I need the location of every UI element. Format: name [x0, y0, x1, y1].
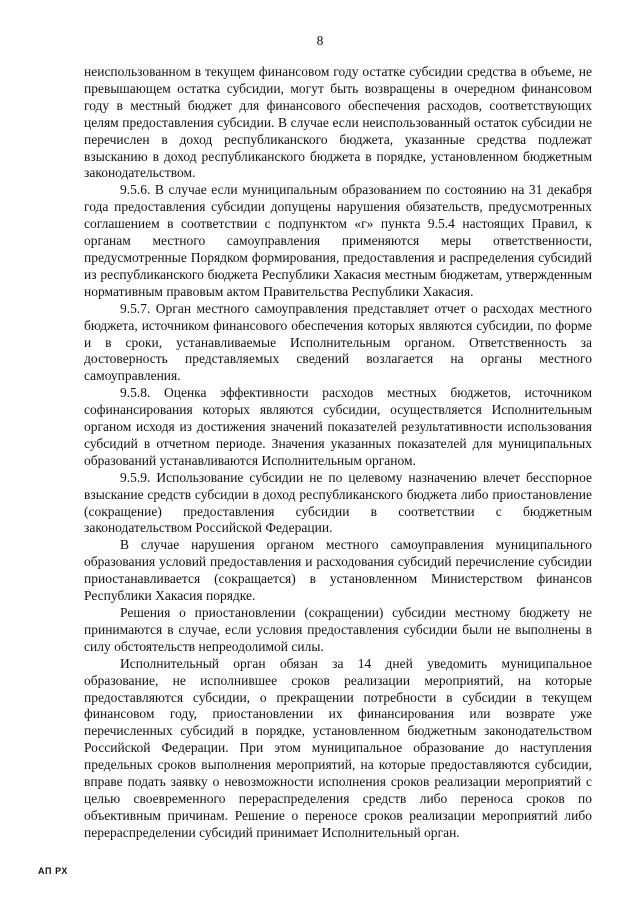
paragraph-suspension-decisions: Решения о приостановлении (сокращении) субсидии местному бюджету не принимаются в случае, если условия предоставления субсидии были не выполнены в силу обстоятельств непреодолимой силы.	[84, 605, 592, 654]
paragraph-executive-body-notice: Исполнительный орган обязан за 14 дней уведомить муниципальное образование, не исполнившее сроков реализации мероприятий, на которые предоставляются субсидии, о прекращении потребности в субсидии в текущем финансовом году, приостановлении их финансирования или возврате уже перечисленных субсидий в порядке, установленном бюджетным законодательством Российской Федерации. При этом муниципальное образование до наступления предельных сроков выполнения мероприятий, на которые предоставляются субсидии, вправе подать заявку о невозможности исполнения сроков реализации мероприятий с целью своевременного перераспределения средств либо переноса сроков по объективным причинам. Решение о переносе сроков реализации мероприятий либо перераспределении субсидий принимает Исполнительный орган.	[84, 655, 592, 840]
paragraph-9-5-7: 9.5.7. Орган местного самоуправления представляет отчет о расходах местного бюджета, источником финансового обеспечения которых являются субсидии, по форме и в сроки, устанавливаемые Исполнительным органом. Ответственность за достоверность представляемых сведений возлагается на органы местного самоуправления.	[84, 300, 592, 384]
document-body	[84, 64, 592, 842]
page-number: 8	[316, 33, 324, 48]
paragraph-violation-case: В случае нарушения органом местного самоуправления муниципального образования условий предоставления и расходования субсидий перечисление субсидии приостанавливается (сокращается) в установленном Министерством финансов Республики Хакасия порядке.	[84, 537, 592, 604]
paragraph-9-5-8: 9.5.8. Оценка эффективности расходов местных бюджетов, источником софинансирования которых являются субсидии, осуществляется Исполнительным органом исходя из достижения значений показателей результативности использования субсидий в отчетном периоде. Значения указанных показателей для муниципальных образований устанавливаются Исполнительным органом.	[84, 385, 592, 468]
paragraph-9-5-6: 9.5.6. В случае если муниципальным образованием по состоянию на 31 декабря года предоставления субсидии допущены нарушения обязательств, предусмотренных соглашением в соответствии с подпунктом «г» пункта 9.5.4 настоящих Правил, к органам местного самоуправления применяются меры ответственности, предусмотренные Порядком формирования, предоставления и распределения субсидий из республиканского бюджета Республики Хакасия местным бюджетам, утвержденным нормативным правовым актом Правительства Республики Хакасия.	[84, 182, 592, 299]
paragraph-9-5-9: 9.5.9. Использование субсидии не по целевому назначению влечет бесспорное взыскание средств субсидии в доход республиканского бюджета либо приостановление (сокращение) предоставления субсидии в соответствии с бюджетным законодательством Российской Федерации.	[84, 469, 592, 536]
paragraph-continuation: неиспользованном в текущем финансовом году остатке субсидии средства в объеме, не превышающем остатка субсидии, могут быть возвращены в очередном финансовом году в местный бюджет для финансового обеспечения расходов, соответствующих целям предоставления субсидии. В случае если неиспользованный остаток субсидии не перечислен в доход республиканского бюджета, указанные средства подлежат взысканию в доход республиканского бюджета в порядке, установленном бюджетным законодательством.	[84, 64, 592, 181]
footer-stamp: АП РХ	[38, 866, 69, 876]
